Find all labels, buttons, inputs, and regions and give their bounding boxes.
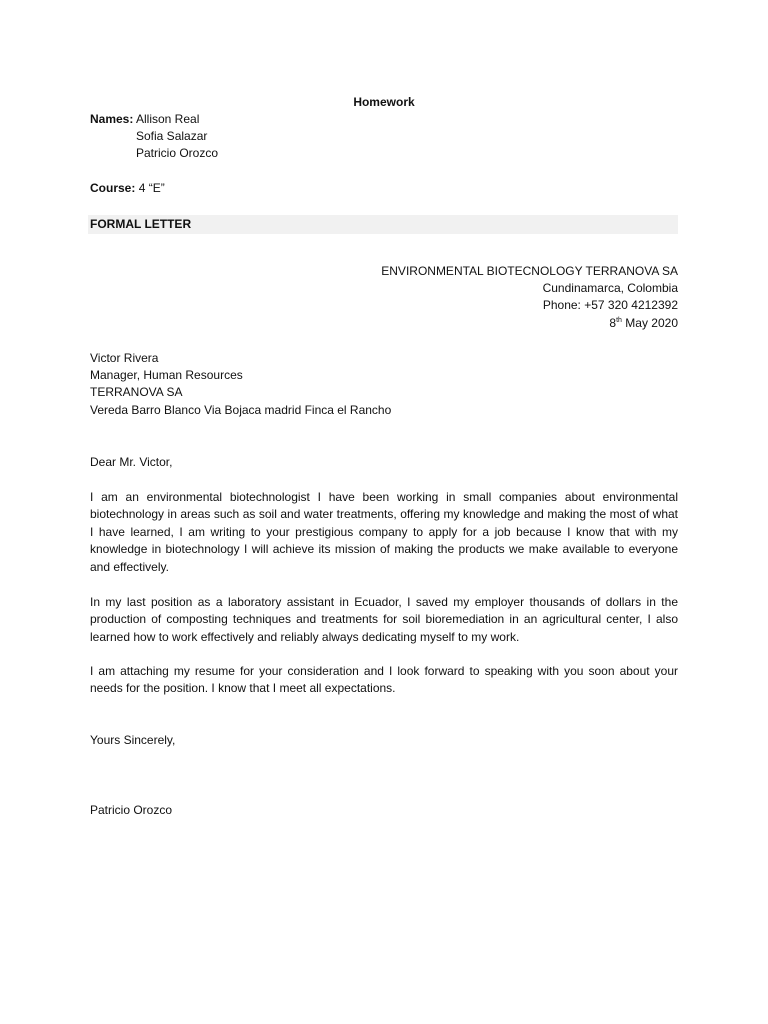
date-month-year: May 2020 <box>625 316 678 330</box>
sender-location: Cundinamarca, Colombia <box>542 281 678 295</box>
recipient-title: Manager, Human Resources <box>90 368 243 382</box>
course-value: 4 “E” <box>138 181 165 195</box>
document-title: Homework <box>353 95 415 109</box>
student-name: Sofia Salazar <box>136 129 208 143</box>
sender-company: ENVIRONMENTAL BIOTECNOLOGY TERRANOVA SA <box>381 264 678 278</box>
closing: Yours Sincerely, <box>90 733 176 747</box>
section-heading-bar <box>88 215 678 234</box>
body-paragraph: I am attaching my resume for your consideration and I look forward to speaking with you soon about your needs for the position. I know that I meet all expectations. <box>90 664 678 696</box>
signature-name: Patricio Orozco <box>90 803 173 817</box>
date-suffix: th <box>616 317 622 324</box>
recipient-address: Vereda Barro Blanco Via Bojaca madrid Finca el Rancho <box>90 403 392 417</box>
letter-date <box>609 315 678 332</box>
date-day: 8 <box>609 316 617 330</box>
course-line <box>90 180 165 197</box>
salutation: Dear Mr. Victor, <box>90 455 173 469</box>
sender-phone: Phone: +57 320 4212392 <box>542 298 678 312</box>
student-name: Allison Real <box>136 112 200 126</box>
body-paragraph: I am an environmental biotechnologist I have been working in small companies about environmental biotechnology in areas such as soil and water treatments, offering my knowledge and making the most of what I have learned, I am writing to your prestigious company to apply for a job because I know that with my knowledge in biotechnology I will achieve its mission of making the products we make available to everyone and effectively. <box>90 490 678 574</box>
recipient-name: Victor Rivera <box>90 351 159 365</box>
body-paragraph: In my last position as a laboratory assistant in Ecuador, I saved my employer thousands of dollars in the production of composting techniques and treatments for soil bioremediation in an agricultural center, I also learned how to work effectively and reliably always dedicating myself to my work. <box>90 595 678 644</box>
course-label: Course: <box>90 181 136 195</box>
section-heading: FORMAL LETTER <box>90 217 192 231</box>
names-label: Names: <box>90 112 134 126</box>
student-name: Patricio Orozco <box>136 146 219 160</box>
recipient-company: TERRANOVA SA <box>90 385 183 399</box>
